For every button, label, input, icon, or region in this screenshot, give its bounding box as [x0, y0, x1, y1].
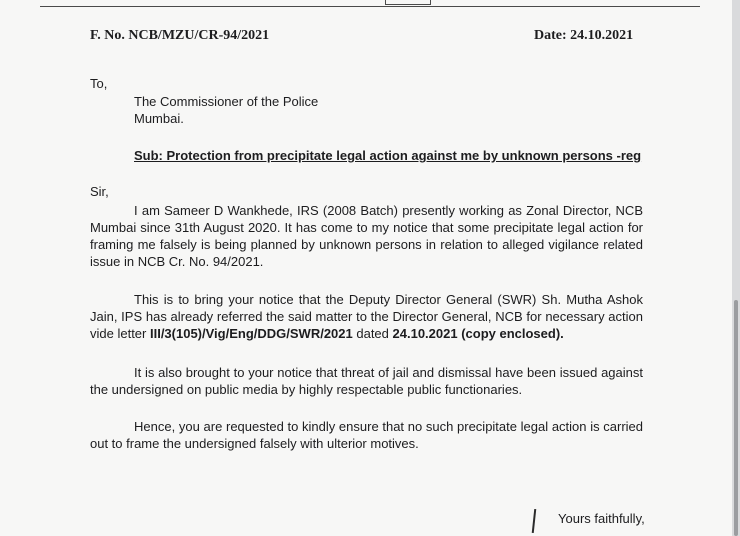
address-line-2: Mumbai. [134, 111, 184, 126]
signature-mark [532, 509, 536, 533]
scrollbar-thumb[interactable] [734, 300, 738, 536]
subject-line: Sub: Protection from precipitate legal action against me by unknown persons -reg [134, 148, 642, 163]
vertical-scrollbar[interactable] [732, 0, 740, 536]
salutation: Sir, [90, 184, 109, 199]
address-to: To, [90, 76, 108, 91]
file-number: F. No. NCB/MZU/CR-94/2021 [90, 28, 270, 43]
paragraph-2 [90, 291, 643, 342]
closing-line: Yours faithfully, [558, 511, 645, 526]
letter-date: Date: 24.10.2021 [534, 28, 634, 43]
paragraph-2-dated: dated [352, 326, 393, 341]
address-line-1: The Commissioner of the Police [134, 94, 319, 109]
paragraph-1-text: I am Sameer D Wankhede, IRS (2008 Batch) presently working as Zonal Director, NCB Mumbai since 31th August 2020. It has come to my notice that some precipitate legal action for framing me falsely is being planned by unknown persons in relation to alleged vigilance related issue in NCB Cr. No. 94/2021. [90, 203, 643, 269]
letter-reference-date: 24.10.2021 (copy enclosed). [392, 326, 564, 341]
paragraph-4-text: Hence, you are requested to kindly ensure that no such precipitate legal action is carried out to frame the undersigned falsely with ulterior motives. [90, 419, 643, 451]
letterhead-notch [385, 0, 431, 5]
paragraph-2-text: This is to bring your notice that the Deputy Director General (SWR) Sh. Mutha Ashok Jain, IPS has already referred the said matter to the Director General, NCB for necessary action vide letter [90, 292, 643, 341]
paragraph-4 [90, 418, 643, 452]
paragraph-3 [90, 364, 643, 398]
paragraph-3-text: It is also brought to your notice that threat of jail and dismissal have been issued against the undersigned on public media by highly respectable public functionaries. [90, 365, 643, 397]
paragraph-1 [90, 202, 643, 270]
letterhead-border [40, 0, 700, 7]
letter-reference: III/3(105)/Vig/Eng/DDG/SWR/2021 [149, 326, 353, 341]
